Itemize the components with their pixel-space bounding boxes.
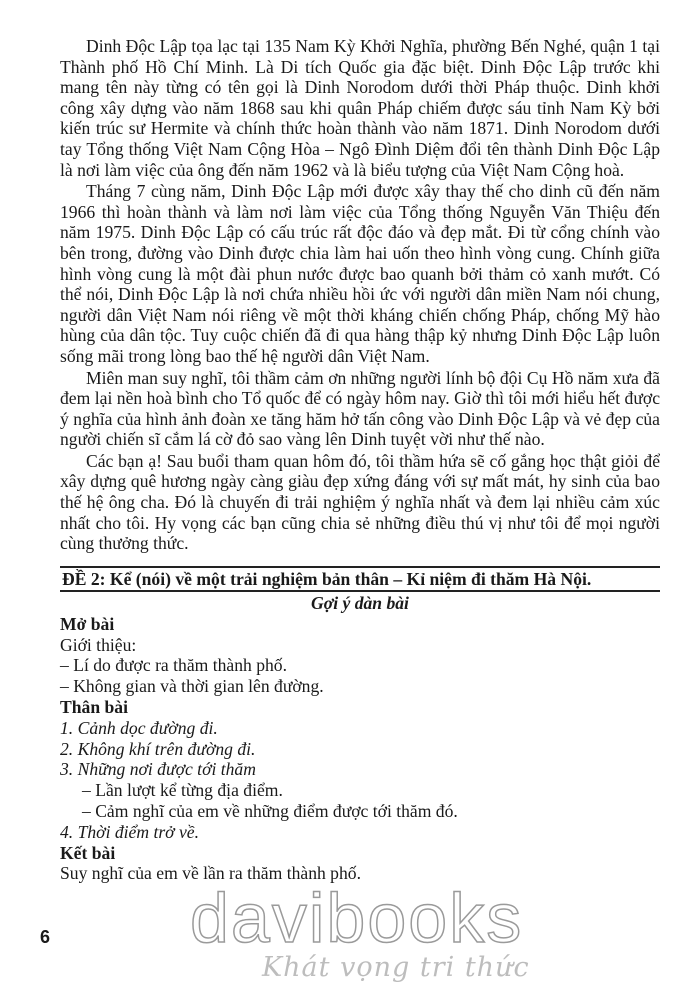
paragraph-4: Các bạn ạ! Sau buổi tham quan hôm đó, tôi thầm hứa sẽ cố gắng học thật giỏi để xây dựng quê hương ngày càng giàu đẹp xứng đáng với sự mất mát, hy sinh của bao thế hệ ông cha. Đó là chuyến đi trải nghiệm ý nghĩa nhất và đem lại nhiều cảm xúc nhất cho tôi. Hy vọng các bạn cũng chia sẻ những điều thú vị như tôi để mọi người cùng thưởng thức. (60, 450, 660, 554)
outline-line: Suy nghĩ của em về lần ra thăm thành phố. (60, 863, 361, 884)
outline-subitem: – Lần lượt kể từng địa điểm. (82, 780, 283, 801)
outline-item: 3. Những nơi được tới thăm (60, 759, 256, 780)
paragraph-2: Tháng 7 cùng năm, Dinh Độc Lập mới được xây thay thế cho dinh cũ đến năm 1966 thì hoàn thành và làm nơi làm việc của Tổng thống Nguyễn Văn Thiệu đến năm 1975. Dinh Độc Lập có cấu trúc rất độc đáo và đẹp mắt. Đi từ cổng chính vào bên trong, đường vào Dinh được chia làm hai uốn theo hình vòng cung. Chính giữa hình vòng cung là một đài phun nước được bao quanh bởi thảm cỏ xanh mướt. Có thể nói, Dinh Độc Lập là nơi chứa nhiều hồi ức với người dân miền Nam nói chung, người dân Việt Nam nói riêng về một thời kháng chiến chống Pháp, chống Mỹ hào hùng của dân tộc. Tuy cuộc chiến đã đi qua hàng thập kỷ nhưng Dinh Độc Lập luôn sống mãi trong lòng bao thế hệ người dân Việt Nam. (60, 181, 660, 366)
watermark-tagline: Khát vọng tri thức (262, 952, 530, 983)
watermark-logo: davibooks (190, 879, 524, 957)
page-number: 6 (40, 927, 51, 947)
section-heading-than-bai: Thân bài (60, 697, 128, 718)
outline-subtitle: Gợi ý dàn bài (311, 592, 409, 613)
outline-line: – Không gian và thời gian lên đường. (60, 676, 324, 697)
page-content (60, 36, 660, 884)
topic-title: ĐỀ 2: Kể (nói) về một trải nghiệm bản thân – Kỉ niệm đi thăm Hà Nội. (60, 566, 660, 592)
outline-item: 2. Không khí trên đường đi. (60, 738, 256, 759)
outline (60, 614, 660, 884)
paragraph-3: Miên man suy nghĩ, tôi thầm cảm ơn những người lính bộ đội Cụ Hồ năm xưa đã đem lại nền hoà bình cho Tổ quốc để có ngày hôm nay. Giờ thì tôi mới hiểu hết được ý nghĩa của hình ảnh đoàn xe tăng hăm hở tấn công vào Dinh Độc Lập và vẻ đẹp của người chiến sĩ cắm lá cờ đỏ sao vàng lên Dinh tuyệt vời như thế nào. (60, 367, 660, 450)
section-heading-mo-bai: Mở bài (60, 613, 115, 634)
outline-subitem: – Cảm nghĩ của em về những điểm được tới thăm đó. (82, 801, 458, 822)
outline-line: Giới thiệu: (60, 634, 137, 655)
outline-item: 4. Thời điểm trở về. (60, 821, 199, 842)
section-heading-ket-bai: Kết bài (60, 842, 116, 863)
outline-item: 1. Cảnh dọc đường đi. (60, 717, 218, 738)
paragraph-1: Dinh Độc Lập tọa lạc tại 135 Nam Kỳ Khởi Nghĩa, phường Bến Nghé, quận 1 tại Thành phố Hồ Chí Minh. Là Di tích Quốc gia đặc biệt. Dinh Độc Lập trước khi mang tên này từng có tên gọi là Dinh Norodom dưới thời Pháp thuộc. Dinh khởi công xây dựng vào năm 1868 sau khi quân Pháp chiếm được sáu tỉnh Nam Kỳ bởi kiến trúc sư Hermite và chính thức hoàn thành vào năm 1871. Dinh Norodom dưới tay Tổng thống Việt Nam Cộng Hòa – Ngô Đình Diệm đổi tên thành Dinh Độc Lập là nơi làm việc của ông đến năm 1962 và là biểu tượng của Việt Nam Cộng hoà. (60, 36, 660, 180)
outline-line: – Lí do được ra thăm thành phố. (60, 655, 287, 676)
